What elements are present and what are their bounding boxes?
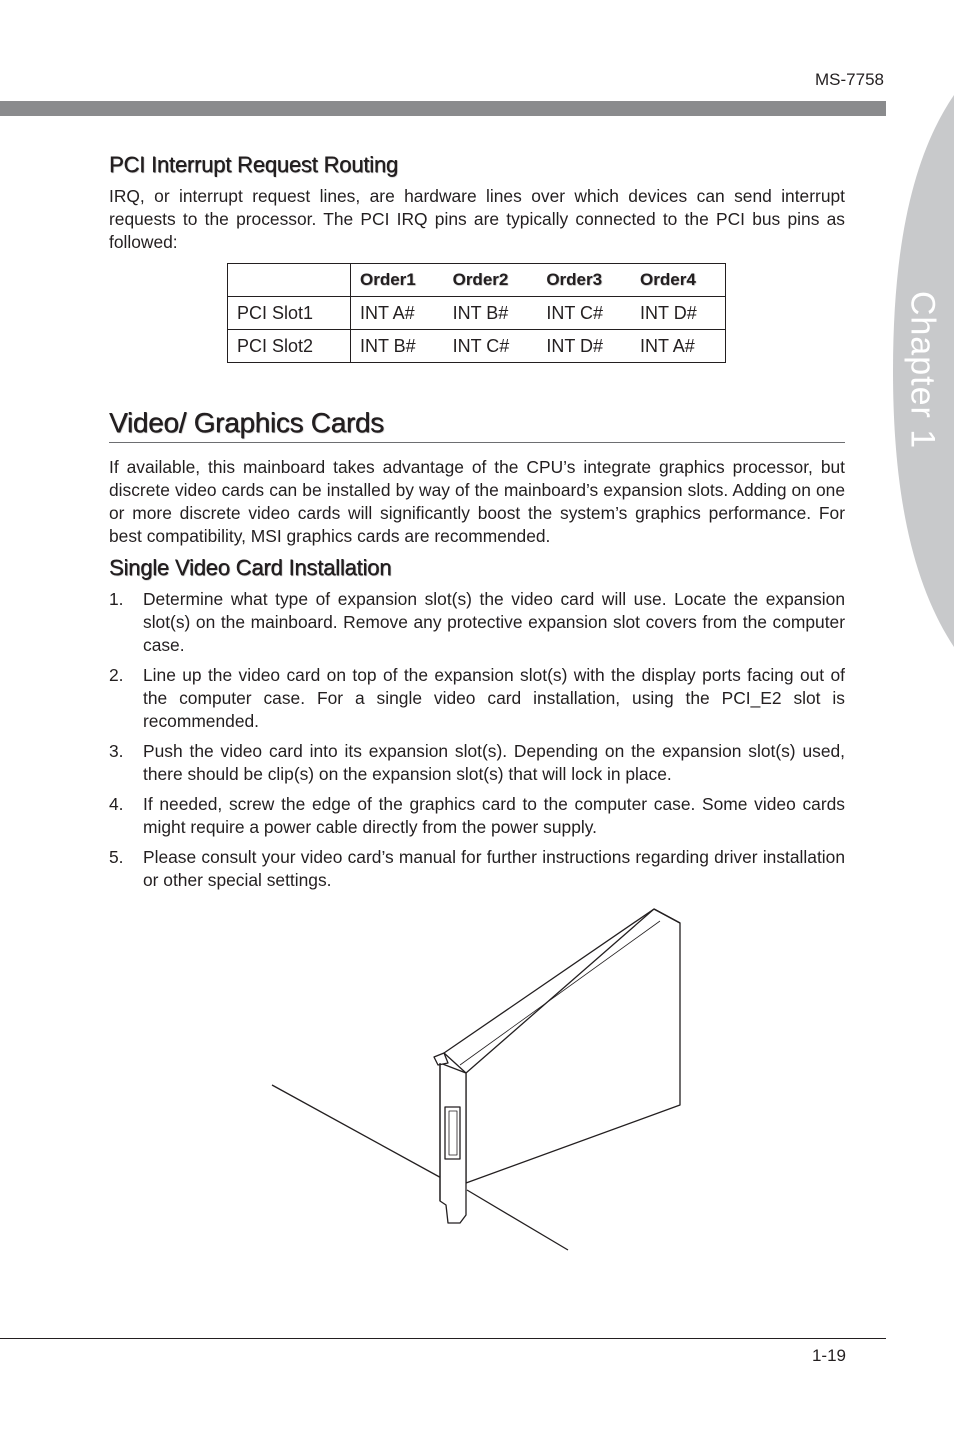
list-item <box>109 588 845 657</box>
list-item <box>109 793 845 839</box>
table-header-cell: Order1 <box>351 264 444 297</box>
table-row <box>228 297 726 330</box>
step-text: Please consult your video card’s manual for further instructions regarding driver installation or other special settings. <box>143 847 845 890</box>
table-cell: INT D# <box>631 297 725 330</box>
model-number: MS-7758 <box>815 70 884 89</box>
step-text: If needed, screw the edge of the graphics card to the computer case. Some video cards might require a power cable directly from the power supply. <box>143 794 845 837</box>
video-section-title: Video/ Graphics Cards <box>109 407 384 438</box>
table-header-cell: Order3 <box>537 264 631 297</box>
table-header-cell <box>228 264 351 297</box>
step-number: 3. <box>109 741 124 761</box>
footer-divider <box>0 1338 886 1339</box>
table-header-cell: Order2 <box>444 264 538 297</box>
table-cell: INT A# <box>351 297 444 330</box>
step-number: 5. <box>109 847 124 867</box>
page-number: 1-19 <box>811 1346 846 1365</box>
irq-routing-table <box>227 263 726 363</box>
table-cell: INT D# <box>537 330 631 363</box>
step-text: Line up the video card on top of the expansion slot(s) with the display ports facing out of the computer case. For a single video card installation, using the PCI_E2 slot is recommended. <box>143 665 845 731</box>
step-number: 4. <box>109 794 124 814</box>
table-header-row <box>228 264 726 297</box>
step-number: 2. <box>109 665 124 685</box>
table-cell: PCI Slot1 <box>228 297 351 330</box>
list-item <box>109 846 845 892</box>
installation-subtitle: Single Video Card Installation <box>109 555 392 580</box>
list-item <box>109 740 845 786</box>
section-divider <box>109 442 845 443</box>
step-text: Determine what type of expansion slot(s) the video card will use. Locate the expansion slot(s) on the mainboard. Remove any protective expansion slot covers from the computer case. <box>143 589 845 655</box>
video-intro-text: If available, this mainboard takes advantage of the CPU’s integrate graphics processor, but discrete video cards can be installed by way of the mainboard’s expansion slots. Adding on one or more discrete video cards will significantly boost the system’s graphics performance. For best compatibility, MSI graphics cards are recommended. <box>109 457 845 546</box>
table-cell: INT B# <box>444 297 538 330</box>
table-cell: INT A# <box>631 330 725 363</box>
header-bar <box>0 101 886 116</box>
step-text: Push the video card into its expansion slot(s). Depending on the expansion slot(s) used, there should be clip(s) on the expansion slot(s) that will lock in place. <box>143 741 845 784</box>
table-row <box>228 330 726 363</box>
table-cell: INT C# <box>537 297 631 330</box>
list-item <box>109 664 845 733</box>
chapter-label: Chapter 1 <box>903 290 942 450</box>
video-card-illustration <box>270 905 690 1255</box>
table-header-cell: Order4 <box>631 264 725 297</box>
table-cell: PCI Slot2 <box>228 330 351 363</box>
pci-intro-text: IRQ, or interrupt request lines, are hardware lines over which devices can send interrupt requests to the processor. The PCI IRQ pins are typically connected to the PCI bus pins as followed: <box>109 186 845 252</box>
installation-steps <box>109 588 845 899</box>
table-cell: INT C# <box>444 330 538 363</box>
step-number: 1. <box>109 589 124 609</box>
pci-section-title: PCI Interrupt Request Routing <box>109 152 398 177</box>
table-cell: INT B# <box>351 330 444 363</box>
